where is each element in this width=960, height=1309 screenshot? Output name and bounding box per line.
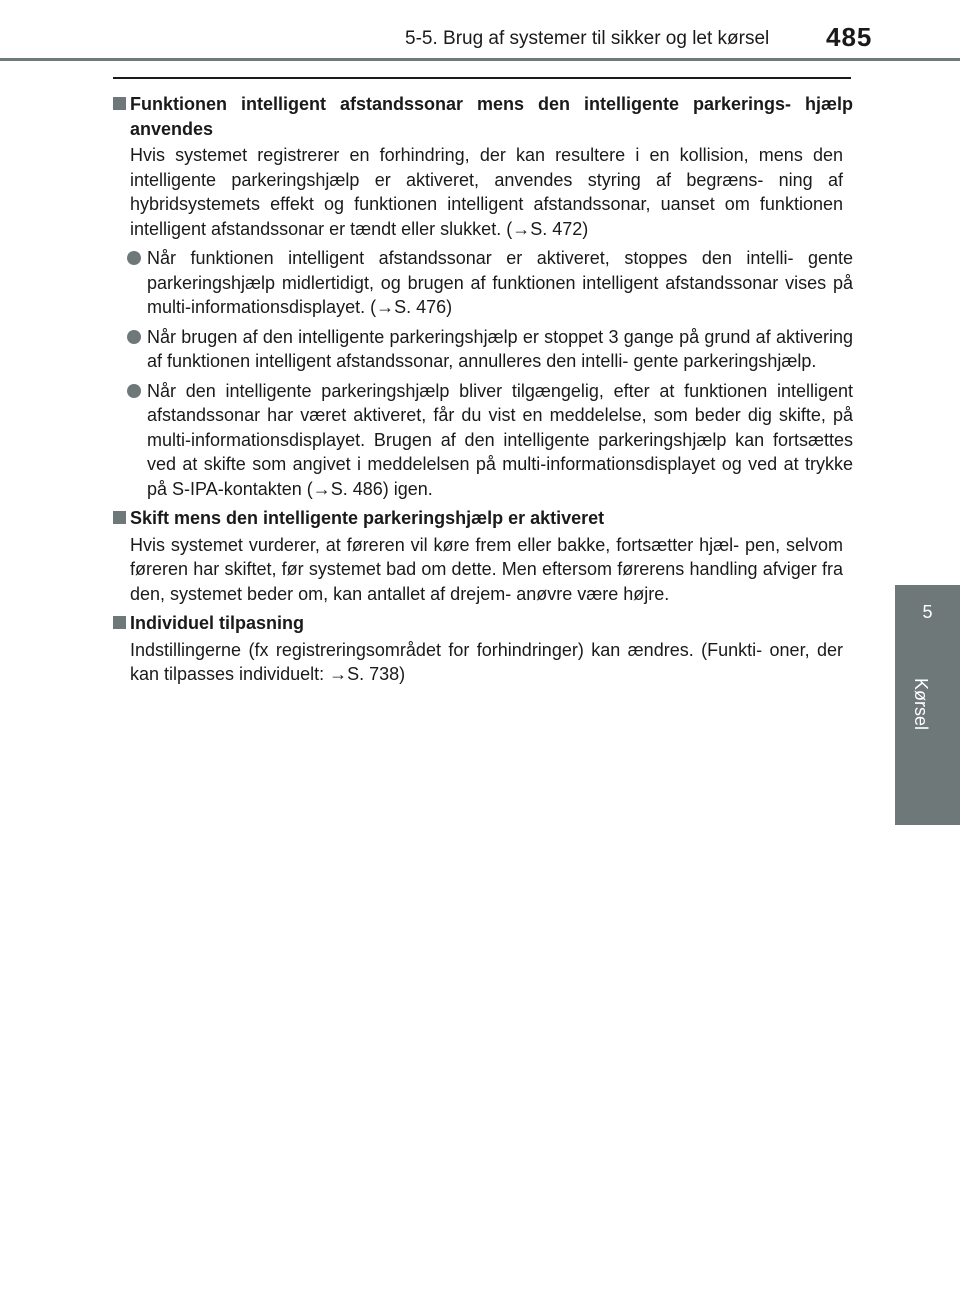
list-item (113, 325, 853, 374)
section-heading-text: Individuel tilpasning (130, 613, 305, 633)
section-shift (113, 506, 853, 606)
section-heading (113, 92, 853, 141)
square-bullet-icon (113, 97, 126, 110)
list-item-text: Når den intelligente parkeringshjælp bliver tilgængelig, efter at funktionen intelligent afstandssonar har været aktiveret, får du vist en meddelelse, som beder dig skifte, på multi-informationsdisplayet. Brugen af den intelligente parkeringshjælp kan fortsættes ved at skifte som angivet i meddelelsen på multi-informationsdisplayet og ved at trykke på S-IPA-kontakten (→S. 486) igen. (147, 380, 853, 499)
chapter-label-tab[interactable] (895, 660, 960, 825)
circle-bullet-icon (127, 330, 141, 344)
section-title: 5-5. Brug af systemer til sikker og let kørsel (405, 28, 770, 49)
chapter-label: Kørsel (911, 678, 931, 731)
circle-bullet-icon (127, 384, 141, 398)
page-number: 485 (826, 22, 873, 52)
chapter-number-tab[interactable]: 5 (895, 585, 960, 660)
list-item-text: Når funktionen intelligent afstandssonar er aktiveret, stoppes den intelli- gente parkeringshjælp midlertidigt, og brugen af funktionen intelligent afstandssonar vises på multi-informationsdisplayet. (→S. 476) (147, 248, 853, 317)
header-rule (0, 58, 960, 61)
section-customization (113, 611, 853, 687)
section-heading (113, 611, 853, 636)
content-top-rule (113, 77, 851, 79)
section-paragraph: Indstillingerne (fx registreringsområdet for forhindringer) kan ændres. (Funkti- oner, der kan tilpasses individuelt: →S. 738) (130, 639, 843, 684)
section-paragraph: Hvis systemet registrerer en forhindring, der kan resultere i en kollision, mens den intelligente parkeringshjælp er aktiveret, anvendes styring af begræns- ning af hybridsystemets effekt og funktionen intelligent afstandssonar, uanset om funktionen intelligent afstandssonar er tændt eller slukket. (→S. 472) (130, 145, 843, 239)
list-item-text: Når brugen af den intelligente parkeringshjælp er stoppet 3 gange på grund af aktivering af funktionen intelligent afstandssonar, annulleres den intelli- gente parkeringshjælp. (147, 326, 853, 371)
section-heading-text: Funktionen intelligent afstandssonar mens den intelligente parkerings- hjælp anvendes (130, 94, 853, 139)
page-content (113, 92, 853, 692)
square-bullet-icon (113, 511, 126, 524)
section-heading (113, 506, 853, 531)
section-paragraph: Hvis systemet vurderer, at føreren vil køre frem eller bakke, fortsætter hjæl- pen, selvom føreren har skiftet, før systemet bad om dette. Men eftersom førerens handling afviger fra den, systemet beder om, kan antallet af drejem- anøvre være højre. (130, 534, 843, 604)
list-item (113, 246, 853, 320)
list-item (113, 379, 853, 502)
section-intelligent-sonar (113, 92, 853, 501)
circle-bullet-icon (127, 251, 141, 265)
square-bullet-icon (113, 616, 126, 629)
section-heading-text: Skift mens den intelligente parkeringshjælp er aktiveret (130, 508, 605, 528)
